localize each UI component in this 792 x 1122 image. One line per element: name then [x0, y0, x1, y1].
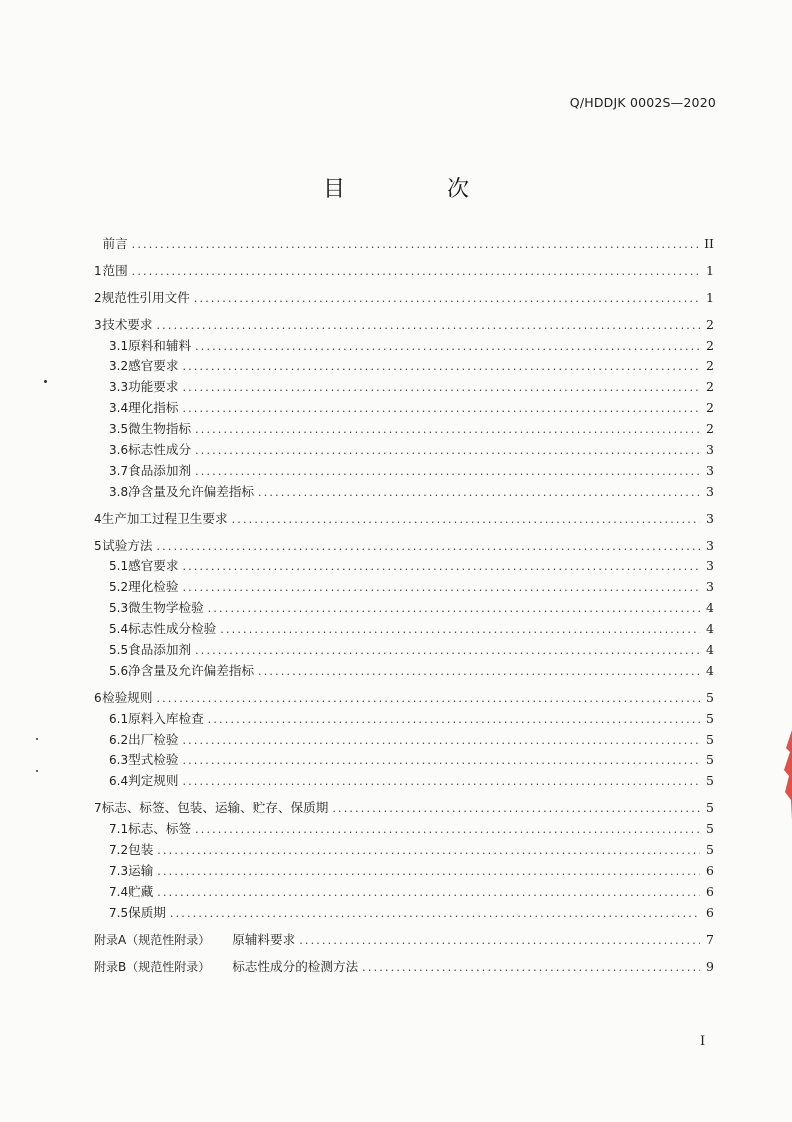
- toc-entry-label: 标志、标签、包装、运输、贮存、保质期: [101, 800, 329, 816]
- toc-dot-leader: [182, 557, 700, 578]
- toc-entry-number: 5.2: [109, 580, 129, 595]
- toc-entry[interactable]: [94, 398, 714, 419]
- toc-entry-number: 3.4: [109, 401, 129, 416]
- toc-entry-page: 1: [706, 289, 714, 305]
- toc-entry-page: 3: [706, 483, 714, 499]
- toc-entry-number: 5: [94, 538, 102, 553]
- toc-entry[interactable]: [94, 536, 714, 557]
- toc-entry[interactable]: [94, 288, 714, 309]
- toc-dot-leader: [182, 751, 700, 772]
- toc-entry-label: 检验规则: [102, 689, 153, 705]
- toc-entry[interactable]: [94, 882, 714, 903]
- toc-entry-page: 5: [706, 752, 714, 768]
- toc-entry-number: 3.8: [109, 484, 129, 499]
- toc-entry[interactable]: [94, 315, 714, 336]
- toc-entry-label: 功能要求: [128, 379, 179, 395]
- toc-entry-page: 3: [706, 537, 714, 553]
- toc-dot-leader: [195, 337, 700, 358]
- toc-entry-page: 5: [706, 773, 714, 789]
- toc-entry[interactable]: [94, 577, 714, 598]
- toc-entry-number: 2: [94, 290, 102, 305]
- toc-entry[interactable]: [94, 771, 714, 792]
- toc-dot-leader: [182, 399, 700, 420]
- page-number: I: [700, 1034, 706, 1049]
- toc-entry-page: 5: [706, 731, 714, 747]
- toc-entry-page: 1: [706, 262, 714, 278]
- toc-entry-page: 6: [706, 904, 714, 920]
- toc-entry-number: 1: [94, 263, 102, 278]
- toc-entry-label: 运输: [128, 862, 154, 878]
- toc-entry-label: 原辅料要求: [232, 931, 296, 947]
- toc-entry-number: 4: [94, 511, 102, 526]
- toc-entry[interactable]: [94, 730, 714, 751]
- toc-entry-page: 4: [706, 662, 714, 678]
- toc-dot-leader: [208, 599, 700, 620]
- toc-entry-label: 微生物学检验: [128, 600, 204, 616]
- toc-entry-number: 7.2: [109, 843, 129, 858]
- toc-entry-page: 4: [706, 600, 714, 616]
- toc-entry-page: 6: [706, 862, 714, 878]
- toc-dot-leader: [182, 578, 700, 599]
- table-of-contents: [94, 234, 714, 977]
- toc-entry-label: 食品添加剂: [128, 642, 192, 658]
- toc-entry-page: 5: [706, 842, 714, 858]
- toc-entry[interactable]: [94, 440, 714, 461]
- toc-entry-label: 微生物指标: [128, 421, 192, 437]
- toc-entry[interactable]: [94, 556, 714, 577]
- toc-entry-label: 理化指标: [128, 400, 179, 416]
- toc-dot-leader: [182, 772, 700, 793]
- toc-entry-number: 附录B（规范性附录）: [94, 959, 211, 974]
- toc-entry-label: 净含量及允许偏差指标: [128, 662, 255, 678]
- toc-entry-number: 3.6: [109, 443, 129, 458]
- toc-entry-number: 6.3: [109, 753, 129, 768]
- toc-dot-leader: [157, 883, 700, 904]
- toc-entry-label: 标志性成分的检测方法: [232, 958, 359, 974]
- toc-entry-label: 前言: [102, 236, 128, 251]
- toc-entry[interactable]: [94, 661, 714, 682]
- toc-entry-page: 2: [706, 379, 714, 395]
- toc-entry-page: 2: [706, 316, 714, 332]
- toc-entry-page: 5: [706, 689, 714, 705]
- toc-entry[interactable]: [94, 261, 714, 282]
- toc-dot-leader: [258, 483, 700, 504]
- toc-entry-label: 原料和辅料: [128, 337, 192, 353]
- toc-entry[interactable]: [94, 957, 714, 978]
- toc-entry[interactable]: [94, 840, 714, 861]
- toc-dot-leader: [208, 710, 700, 731]
- toc-entry-number: 3.3: [109, 380, 129, 395]
- scan-speck: [36, 770, 38, 772]
- toc-entry[interactable]: [94, 930, 714, 951]
- toc-entry-label: 判定规则: [128, 773, 179, 789]
- toc-dot-leader: [195, 462, 700, 483]
- toc-entry-label: 规范性引用文件: [101, 289, 190, 305]
- toc-entry-number: 7.3: [109, 863, 129, 878]
- scan-speck: [44, 380, 47, 383]
- toc-entry[interactable]: [94, 234, 714, 255]
- toc-entry[interactable]: [94, 482, 714, 503]
- toc-dot-leader: [195, 641, 700, 662]
- toc-entry-label: 食品添加剂: [128, 462, 192, 478]
- toc-dot-leader: [182, 357, 700, 378]
- toc-entry-label: 感官要求: [128, 558, 179, 574]
- toc-dot-leader: [362, 958, 700, 979]
- red-stamp-edge: [782, 730, 792, 820]
- toc-entry-number: 3.1: [109, 338, 129, 353]
- toc-dot-leader: [156, 689, 700, 710]
- toc-entry-number: 5.5: [109, 643, 129, 658]
- toc-entry-page: 5: [706, 710, 714, 726]
- toc-entry[interactable]: [94, 509, 714, 530]
- toc-entry-number: 7.5: [109, 905, 129, 920]
- toc-entry-label: 理化检验: [128, 579, 179, 595]
- toc-entry-number: 3.5: [109, 422, 129, 437]
- toc-entry-label: 净含量及允许偏差指标: [128, 483, 255, 499]
- toc-entry-number: 7.4: [109, 884, 129, 899]
- toc-entry[interactable]: [94, 750, 714, 771]
- toc-dot-leader: [195, 820, 700, 841]
- toc-entry-page: 5: [706, 821, 714, 837]
- toc-dot-leader: [182, 731, 700, 752]
- toc-entry-number: 5.1: [109, 559, 129, 574]
- toc-entry[interactable]: [94, 336, 714, 357]
- toc-entry-number: 3: [94, 317, 102, 332]
- toc-title: 目 次: [322, 177, 509, 202]
- toc-entry-page: 2: [706, 400, 714, 416]
- toc-entry-page: 9: [706, 958, 714, 974]
- toc-entry[interactable]: [94, 903, 714, 924]
- toc-entry-number: 6.1: [109, 711, 129, 726]
- toc-entry-label: 贮藏: [128, 883, 154, 899]
- toc-dot-leader: [194, 289, 700, 310]
- toc-dot-leader: [182, 378, 700, 399]
- toc-entry-label: 标志性成分检验: [128, 621, 217, 637]
- toc-dot-leader: [195, 441, 700, 462]
- toc-entry-number: 3.2: [109, 359, 129, 374]
- toc-entry-number: 3.7: [109, 463, 129, 478]
- document-code: Q/HDDJK 0002S—2020: [569, 95, 716, 110]
- toc-entry-number: 5.3: [109, 601, 129, 616]
- toc-entry[interactable]: [94, 819, 714, 840]
- toc-entry-number: 6.4: [109, 774, 129, 789]
- toc-dot-leader: [170, 904, 700, 925]
- toc-entry-page: 3: [706, 462, 714, 478]
- toc-entry-page: 7: [706, 931, 714, 947]
- toc-dot-leader: [299, 931, 700, 952]
- toc-entry-label: 范围: [102, 262, 128, 278]
- toc-entry-label: 型式检验: [128, 752, 179, 768]
- toc-entry-label: 标志性成分: [128, 442, 192, 458]
- toc-dot-leader: [157, 841, 700, 862]
- toc-entry[interactable]: [94, 461, 714, 482]
- toc-entry-number: 5.6: [109, 663, 129, 678]
- toc-entry-page: 4: [706, 642, 714, 658]
- toc-entry-page: 3: [706, 442, 714, 458]
- toc-entry-label: 保质期: [128, 904, 166, 920]
- toc-entry[interactable]: [94, 419, 714, 440]
- toc-entry-page: 4: [706, 621, 714, 637]
- toc-entry-page: 5: [706, 800, 714, 816]
- toc-entry-page: 3: [706, 579, 714, 595]
- toc-entry-page: 2: [706, 421, 714, 437]
- toc-entry-page: 3: [706, 558, 714, 574]
- toc-entry[interactable]: [94, 861, 714, 882]
- toc-entry[interactable]: [94, 640, 714, 661]
- toc-dot-leader: [132, 235, 700, 256]
- toc-dot-leader: [195, 420, 700, 441]
- toc-entry-number: 6: [94, 690, 102, 705]
- toc-entry-label: 原料入库检查: [128, 710, 204, 726]
- toc-entry-page: 3: [706, 510, 714, 526]
- toc-entry[interactable]: [94, 356, 714, 377]
- toc-entry[interactable]: [94, 377, 714, 398]
- toc-entry-number: 7: [94, 801, 102, 816]
- toc-entry-label: 感官要求: [128, 358, 179, 374]
- toc-entry-page: 6: [706, 883, 714, 899]
- toc-entry-number: 6.2: [109, 732, 129, 747]
- scan-speck: [36, 738, 38, 740]
- toc-entry-page: II: [704, 236, 714, 251]
- toc-entry[interactable]: [94, 688, 714, 709]
- toc-dot-leader: [156, 537, 700, 558]
- toc-entry[interactable]: [94, 619, 714, 640]
- toc-entry-label: 标志、标签: [128, 821, 192, 837]
- toc-entry-number: 7.1: [109, 822, 129, 837]
- toc-entry[interactable]: [94, 709, 714, 730]
- toc-dot-leader: [258, 662, 700, 683]
- toc-dot-leader: [156, 316, 700, 337]
- toc-entry-label: 技术要求: [102, 316, 153, 332]
- toc-dot-leader: [332, 799, 700, 820]
- toc-dot-leader: [232, 510, 700, 531]
- toc-entry-label: 试验方法: [102, 537, 153, 553]
- toc-entry-label: 出厂检验: [128, 731, 179, 747]
- toc-dot-leader: [132, 262, 700, 283]
- toc-entry-number: 附录A（规范性附录）: [94, 932, 211, 947]
- toc-entry-page: 2: [706, 337, 714, 353]
- toc-entry-label: 包装: [128, 842, 154, 858]
- toc-entry-number: 5.4: [109, 622, 129, 637]
- toc-entry-page: 2: [706, 358, 714, 374]
- toc-entry[interactable]: [94, 598, 714, 619]
- toc-entry-label: 生产加工过程卫生要求: [101, 510, 228, 526]
- toc-dot-leader: [220, 620, 700, 641]
- toc-entry[interactable]: [94, 798, 714, 819]
- toc-dot-leader: [157, 862, 700, 883]
